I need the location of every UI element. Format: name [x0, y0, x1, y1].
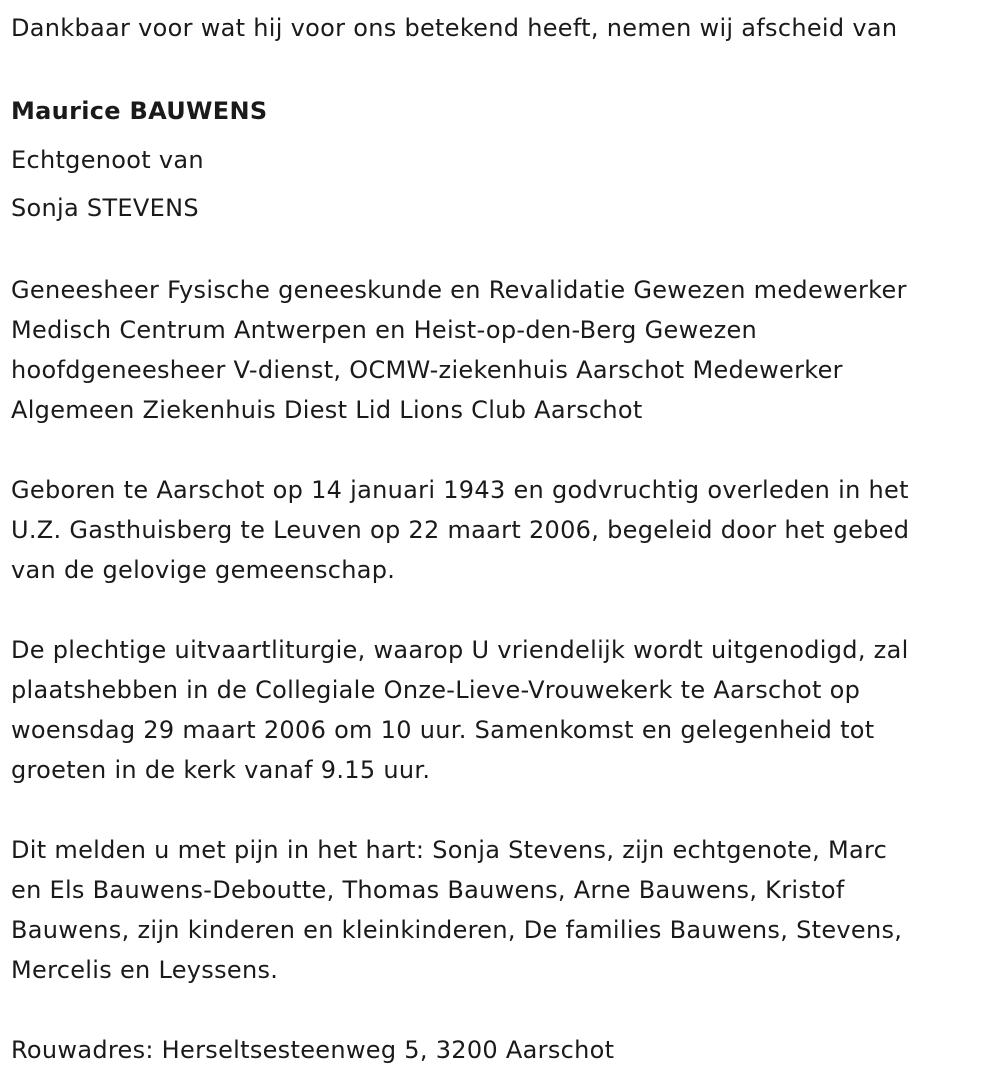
spacer	[11, 232, 991, 270]
obituary-notice	[11, 8, 991, 1070]
family-line: en Els Bauwens-Deboutte, Thomas Bauwens, Arne Bauwens, Kristof	[11, 876, 845, 904]
family-line: Bauwens, zijn kinderen en kleinkinderen, De families Bauwens, Stevens,	[11, 916, 903, 944]
career-line: Algemeen Ziekenhuis Diest Lid Lions Club Aarschot	[11, 396, 643, 424]
intro-text: Dankbaar voor wat hij voor ons betekend heeft, nemen wij afscheid van	[11, 14, 898, 42]
funeral-line: De plechtige uitvaartliturgie, waarop U vriendelijk wordt uitgenodigd, zal	[11, 636, 909, 664]
funeral-line: plaatshebben in de Collegiale Onze-Lieve-Vrouwekerk te Aarschot op	[11, 676, 861, 704]
funeral-line: groeten in de kerk vanaf 9.15 uur.	[11, 756, 431, 784]
funeral-paragraph	[11, 630, 991, 790]
career-line: Geneesheer Fysische geneeskunde en Revalidatie Gewezen medewerker	[11, 276, 907, 304]
family-line: Dit melden u met pijn in het hart: Sonja Stevens, zijn echtgenote, Marc	[11, 836, 888, 864]
career-line: Medisch Centrum Antwerpen en Heist-op-den-Berg Gewezen	[11, 316, 758, 344]
mourning-address: Rouwadres: Herseltsesteenweg 5, 3200 Aarschot	[11, 1036, 615, 1064]
spacer	[11, 790, 991, 830]
deceased-name: Maurice BAUWENS	[11, 97, 268, 125]
funeral-line: woensdag 29 maart 2006 om 10 uur. Samenkomst en gelegenheid tot	[11, 716, 875, 744]
birth-death-line: van de gelovige gemeenschap.	[11, 556, 396, 584]
birth-death-line: U.Z. Gasthuisberg te Leuven op 22 maart 2006, begeleid door het gebed	[11, 516, 910, 544]
family-paragraph	[11, 830, 991, 990]
family-line: Mercelis en Leyssens.	[11, 956, 279, 984]
relation-text: Echtgenoot van	[11, 146, 204, 174]
spacer	[11, 430, 991, 470]
career-line: hoofdgeneesheer V-dienst, OCMW-ziekenhuis Aarschot Medewerker	[11, 356, 843, 384]
spouse-name: Sonja STEVENS	[11, 194, 199, 222]
spacer	[11, 590, 991, 630]
career-paragraph	[11, 270, 991, 430]
spacer	[11, 48, 991, 86]
spacer	[11, 990, 991, 1030]
birth-death-line: Geboren te Aarschot op 14 januari 1943 en godvruchtig overleden in het	[11, 476, 909, 504]
birth-death-paragraph	[11, 470, 991, 590]
